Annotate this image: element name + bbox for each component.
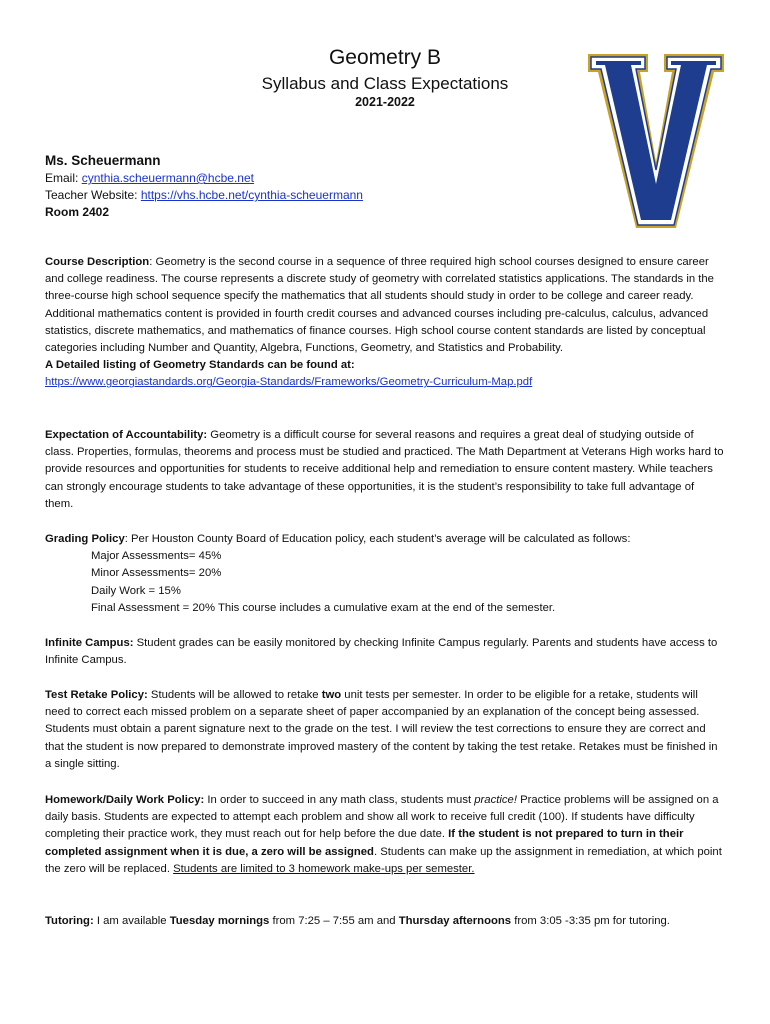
page-title: Geometry B	[328, 46, 442, 69]
retake-section	[45, 687, 725, 773]
standards-label: A Detailed listing of Geometry Standards can be found at:	[45, 359, 355, 372]
accountability-section	[45, 427, 725, 513]
infinite-campus-text: Student grades can be easily monitored by checking Infinite Campus regularly. Parents and students have access to Infinite Campus.	[45, 637, 718, 667]
school-year: 2021-2022	[355, 95, 415, 109]
grading-text: : Per Houston County Board of Education policy, each student’s average will be calculated as follows:	[124, 533, 631, 545]
accountability-text: Geometry is a difficult course for several reasons and requires a great deal of studying outside of class. Properties, formulas, theorems and process must be studied and practiced. The Math Department at Veterans High works hard to provide resources and opportunities for students to receive additional help and remediation to ensure content mastery. While teachers can strongly encourage students to take advantage of these opportunities, it is the student’s responsibility to take full advantage of them.	[45, 429, 724, 510]
tutoring-text-b: from 7:25 – 7:55 am and	[269, 915, 399, 927]
retake-text-a: Students will be allowed to retake	[147, 689, 322, 701]
homework-zero-policy: If the student is not prepared to turn in their completed assignment when it is due, a zero will be assigned	[45, 828, 684, 858]
grading-item-final: Final Assessment = 20% This course includes a cumulative exam at the end of the semester.	[91, 601, 556, 614]
logo-letter	[596, 61, 716, 220]
teacher-info	[45, 151, 363, 222]
grading-item-major: Major Assessments= 45%	[91, 550, 222, 563]
grading-heading: Grading Policy	[45, 533, 125, 545]
homework-italic-word: practice!	[474, 794, 517, 806]
homework-section	[45, 792, 725, 878]
tutoring-section	[45, 913, 725, 930]
infinite-campus-section	[45, 635, 725, 669]
course-description-text: : Geometry is the second course in a sequence of three required high school courses designed to ensure career and college readiness. The course represents a discrete study of geometry with correlated statistics applications. The standards in the three-course high school sequence specify the mathematics that all students should study in order to be college and career ready. Additional mathematics content is provided in fourth credit courses and advanced courses including pre-calculus, calculus, advanced statistics, discrete mathematics, and mathematics of finance courses. High school course content standards are listed by conceptual categories including Number and Quantity, Algebra, Functions, Geometry, and Statistics and Probability.	[45, 256, 714, 355]
page-subtitle: Syllabus and Class Expectations	[261, 74, 509, 93]
grading-item-daily: Daily Work = 15%	[91, 584, 181, 597]
varsity-v-logo	[586, 52, 726, 230]
homework-makeup-limit: Students are limited to 3 homework make-ups per semester.	[173, 862, 475, 875]
homework-text-b: Practice problems will be assigned on a daily basis. Students are expected to attempt each problem and show all work to receive full credit (100). If students have difficulty completing their practice work, they must reach out for help before the due date.	[45, 794, 719, 841]
retake-bold-word: two	[321, 689, 342, 701]
infinite-campus-heading: Infinite Campus:	[45, 637, 134, 649]
room-number: Room 2402	[45, 205, 110, 220]
email-line	[45, 170, 363, 187]
standards-link[interactable]: https://www.georgiastandards.org/Georgia-Standards/Frameworks/Geometry-Curriculum-Map.pdf	[45, 376, 533, 389]
grading-section	[45, 531, 725, 617]
homework-heading: Homework/Daily Work Policy:	[45, 794, 205, 806]
tutoring-day-tuesday: Tuesday mornings	[169, 915, 270, 927]
retake-heading: Test Retake Policy:	[45, 689, 148, 701]
course-description	[45, 254, 725, 392]
homework-text-a: In order to succeed in any math class, students must	[204, 794, 475, 806]
teacher-name: Ms. Scheuermann	[45, 153, 161, 168]
email-link[interactable]: cynthia.scheuermann@hcbe.net	[81, 171, 254, 185]
retake-text-b: unit tests per semester. In order to be eligible for a retake, students will need to correct each missed problem on a separate sheet of paper accompanied by an explanation of the concept being assessed. Students must obtain a parent signature next to the grade on the test. I will review the test corrections to ensure they are correct and that the student is now prepared to demonstrate improved mastery of the content by taking the test retake. Retakes must be finished in a single sitting.	[45, 689, 718, 770]
grading-item-minor: Minor Assessments= 20%	[91, 567, 222, 580]
tutoring-text-c: from 3:05 -3:35 pm for tutoring.	[511, 915, 670, 927]
tutoring-heading: Tutoring:	[45, 915, 94, 927]
tutoring-text-a: I am available	[93, 915, 170, 927]
website-label: Teacher Website:	[45, 188, 138, 203]
course-description-heading: Course Description	[45, 256, 150, 268]
website-link[interactable]: https://vhs.hcbe.net/cynthia-scheuermann	[140, 188, 363, 203]
tutoring-day-thursday: Thursday afternoons	[398, 915, 512, 927]
homework-text-c: . Students can make up the assignment in remediation, at which point the zero will be replaced.	[45, 845, 722, 875]
accountability-heading: Expectation of Accountability:	[45, 429, 208, 441]
email-label: Email:	[45, 171, 79, 185]
website-line	[45, 187, 363, 204]
